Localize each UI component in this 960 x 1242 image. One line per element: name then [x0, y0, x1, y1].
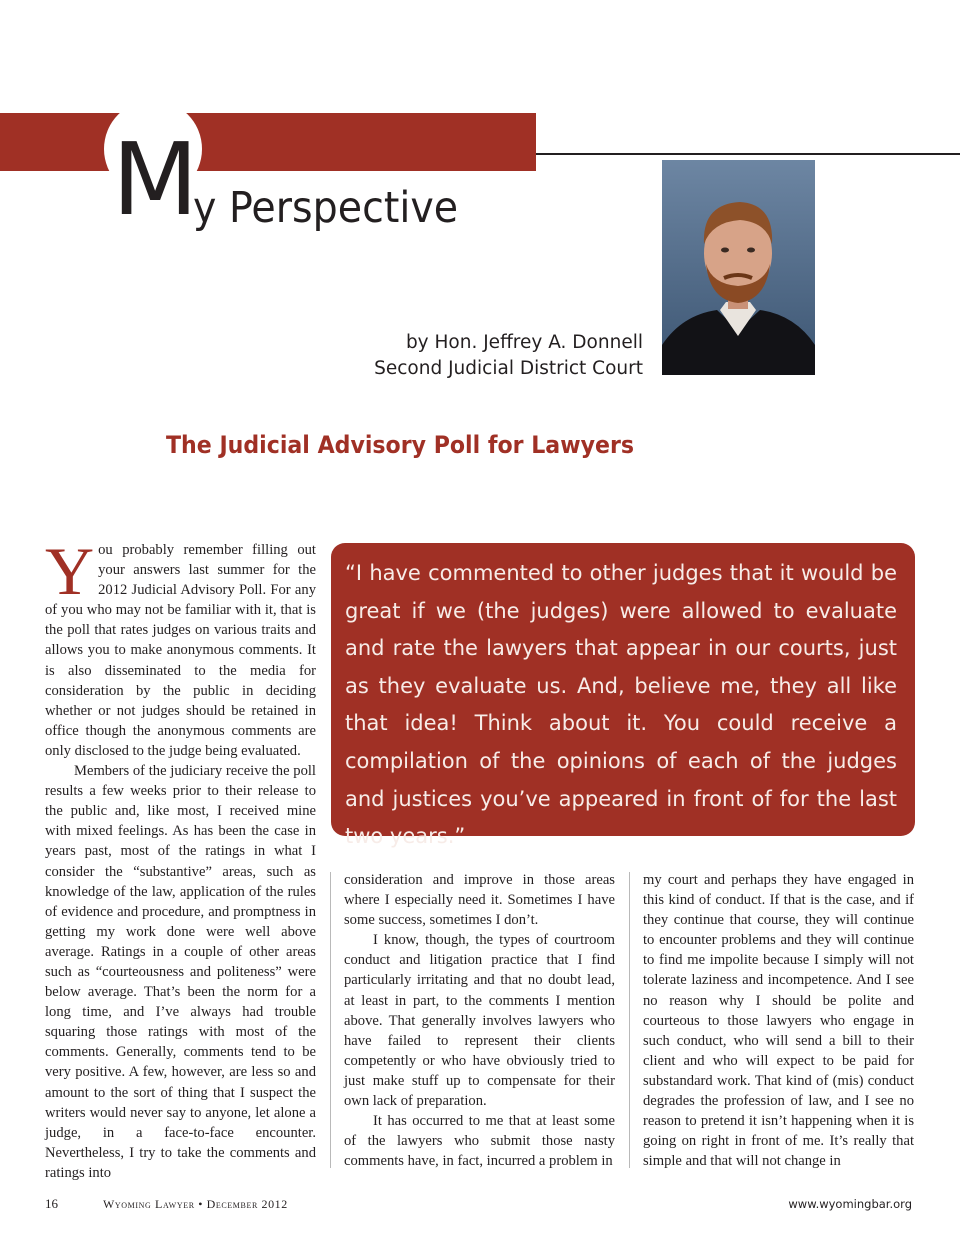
paragraph-text: ou probably remember filling out your answers last summer for the 2012 Judicial Advisory Poll. For any of you who may not be familiar with it, that is the poll that rates judges on various traits and allows you to make anonymous comments. It is also disseminated to the media for consideration by the public in deciding whether or not judges should be retained in office though the anonymous comments are only disclosed to the judge being evaluated.: [45, 542, 316, 759]
column-divider: [330, 872, 331, 1168]
drop-cap: Y: [45, 533, 95, 609]
header-rule: [536, 153, 960, 155]
header-red-band: [0, 113, 536, 171]
body-column-2: [344, 870, 615, 1171]
author-portrait-illustration: [662, 160, 815, 375]
body-paragraph: my court and perhaps they have engaged in this kind of conduct. If that is the case, and if they continue that course, they will continue to encounter problems and they will continue to find me impolite because I simply will not tolerate laziness and incompetence. And I see no reason why I should be polite and courteous to those lawyers who engage in such conduct, who will send a bill to their client and who will expect to be paid for substandard work. That kind of (mis) conduct degrades the profession of law, and I see no reason to pretend it isn’t happening when it is going on right in front of me. It’s really that simple and that will not change in: [643, 872, 914, 1170]
byline-court: Second Judicial District Court: [374, 358, 643, 379]
title-initial: M: [112, 121, 195, 238]
pull-quote: “I have commented to other judges that it would be great if we (the judges) were allowed to evaluate and rate the lawyers that appear in our courts, just as they evaluate us. And, believe me, they all like that idea! Think about it. You could receive a compilation of the opinions of each of the judges and justices you’ve appeared in front of for the last two years.”: [345, 561, 897, 849]
body-column-3: [643, 870, 914, 1171]
footer-url: www.wyomingbar.org: [788, 1197, 912, 1211]
body-paragraph: consideration and improve in those areas where I especially need it. Sometimes I have some success, sometimes I don’t.: [344, 872, 615, 929]
page-number: 16: [45, 1196, 58, 1211]
body-paragraph: I know, though, the types of courtroom conduct and litigation practice that I find particularly irritating and that no doubt lead, at least in part, to the comments I mention above. That generally involves lawyers who have failed to represent their clients competently or who have obviously tried to just make stuff up to compensate for their own lack of preparation.: [344, 932, 615, 1110]
column-divider: [629, 872, 630, 1168]
article-headline: The Judicial Advisory Poll for Lawyers: [166, 431, 634, 459]
publication-footer: Wyoming Lawyer • December 2012: [103, 1197, 288, 1211]
page-title: y Perspective: [193, 183, 459, 233]
body-column-1: [45, 533, 316, 1183]
byline: [374, 330, 643, 382]
body-paragraph: [45, 533, 316, 761]
byline-author: by Hon. Jeffrey A. Donnell: [405, 332, 643, 353]
body-paragraph: It has occurred to me that at least some of the lawyers who submit those nasty comments have, in fact, incurred a problem in: [344, 1113, 615, 1170]
pull-quote-box: [331, 543, 915, 849]
author-photo: [662, 160, 815, 375]
body-paragraph: Members of the judiciary receive the poll results a few weeks prior to their release to the public and, like most, I received mine with mixed feelings. As has been the case in years past, most of the ratings in what I consider the “substantive” areas, such as knowledge of the law, application of the rules of evidence and procedure, and promptness in getting my work done were well above average. Ratings in a couple of other areas such as “courteousness and politeness” were below average. That’s been the norm for a long time, and I’ve always had trouble squaring those ratings with most of the comments. Generally, comments tend to be very positive. A few, however, are less so and amount to the sort of thing that I suspect the writers would never say to anyone, let alone a judge, in a face-to-face encounter. Nevertheless, I try to take the comments and ratings into: [45, 763, 316, 1181]
